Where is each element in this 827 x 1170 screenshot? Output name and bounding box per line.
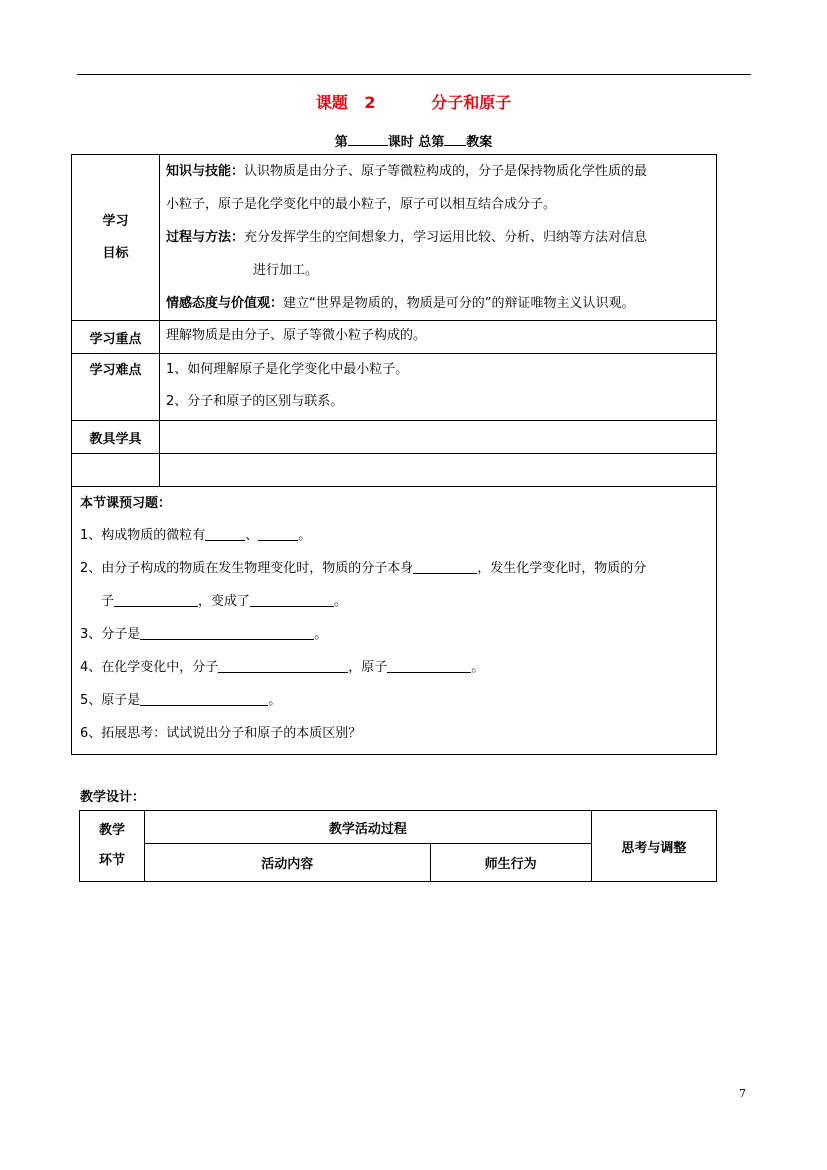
preview-heading: 本节课预习题： (80, 496, 172, 511)
key-points-content (160, 321, 717, 354)
process-text-1: 充分发挥学生的空间想象力，学习运用比较、分析、归纳等方法对信息 (244, 230, 648, 245)
lesson-subtitle (0, 131, 827, 150)
key-points-row (72, 321, 717, 354)
empty-row (72, 454, 717, 487)
emotion-text: 建立“世界是物质的，物质是可分的”的辩证唯物主义认识观。 (283, 296, 635, 311)
preview-cell (72, 487, 717, 755)
q1-text-a: 1、构成物质的微粒有 (80, 528, 206, 543)
tools-row (72, 421, 717, 454)
emotion-label: 情感态度与价值观： (166, 296, 284, 311)
objectives-content (160, 155, 717, 321)
teaching-design-label: 教学设计： (80, 790, 146, 805)
process-label: 过程与方法： (166, 230, 245, 245)
knowledge-text-1: 认识物质是由分子、原子等微粒构成的，分子是保持物质化学性质的最 (244, 164, 648, 179)
q1-text-b: 、 (245, 528, 259, 543)
q5-text-b: 。 (268, 693, 282, 708)
header-rule (77, 74, 751, 75)
reflection-header: 思考与调整 (591, 811, 716, 882)
page-title: 课题 2 分子和原子 (315, 93, 512, 112)
q5-blank (140, 691, 268, 706)
q3-blank (140, 625, 314, 640)
preview-q3 (80, 618, 708, 651)
process-text-2: 进行加工。 (253, 263, 319, 278)
subtitle-part-1: 第 (334, 135, 348, 150)
objectives-row (72, 155, 717, 321)
preview-q2 (80, 552, 708, 585)
subtitle-part-2: 课时 总第 (387, 135, 445, 150)
q2-text-b: ，发生化学变化时，物质的分 (477, 561, 647, 576)
q1-blank-2 (258, 526, 298, 541)
q3-text-b: 。 (314, 627, 328, 642)
preview-q6: 6、拓展思考：试试说出分子和原子的本质区别？ (80, 726, 362, 741)
empty-content-cell (160, 454, 717, 487)
q4-blank-1 (218, 658, 348, 673)
preview-q1 (80, 519, 708, 552)
q4-text-a: 4、在化学变化中，分子 (80, 660, 219, 675)
objectives-label-line2: 目标 (102, 245, 129, 261)
difficulty-item-1: 1、如何理解原子是化学变化中最小粒子。 (166, 362, 409, 377)
difficulties-label (72, 354, 160, 421)
q1-text-c: 。 (298, 528, 312, 543)
tools-content (160, 421, 717, 454)
difficulties-content (160, 354, 717, 421)
q2-blank-3 (250, 592, 334, 607)
q2-blank-2 (114, 592, 198, 607)
q3-text-a: 3、分子是 (80, 627, 141, 642)
lesson-number-blank (348, 133, 388, 146)
lesson-plan-table (71, 154, 717, 755)
knowledge-text-2: 小粒子，原子是化学变化中的最小粒子，原子可以相互结合成分子。 (166, 197, 557, 212)
teaching-design-table (79, 810, 717, 882)
content-header: 活动内容 (145, 844, 430, 882)
q2-blank-1 (413, 559, 477, 574)
page-number: 7 (739, 1087, 746, 1100)
key-points-label: 学习重点 (72, 321, 160, 354)
tools-label: 教具学具 (72, 421, 160, 454)
q5-text-a: 5、原子是 (80, 693, 141, 708)
q4-text-b: ，原子 (348, 660, 388, 675)
preview-q4 (80, 651, 708, 684)
stage-header-line2: 环节 (99, 853, 126, 868)
total-number-blank (444, 133, 466, 146)
subtitle-part-3: 教案 (466, 135, 493, 150)
design-header-row-1 (80, 811, 717, 844)
q1-blank-1 (205, 526, 245, 541)
process-header: 教学活动过程 (145, 811, 592, 844)
behavior-header: 师生行为 (430, 844, 591, 882)
empty-label-cell (72, 454, 160, 487)
difficulties-row (72, 354, 717, 421)
q2-text-e: 。 (334, 594, 348, 609)
q4-text-c: 。 (471, 660, 485, 675)
objectives-label (72, 155, 160, 321)
difficulty-item-2: 2、分子和原子的区别与联系。 (166, 394, 344, 409)
stage-header-line1: 教学 (99, 823, 126, 838)
preview-q5 (80, 684, 708, 717)
q4-blank-2 (387, 658, 471, 673)
stage-header (80, 811, 145, 882)
key-points-text: 理解物质是由分子、原子等微小粒子构成的。 (166, 328, 427, 343)
q2-text-a: 2、由分子构成的物质在发生物理变化时，物质的分子本身 (80, 561, 414, 576)
knowledge-label: 知识与技能： (166, 164, 245, 179)
q2-text-d: ，变成了 (198, 594, 251, 609)
preview-row (72, 487, 717, 755)
q2-text-c: 子 (101, 594, 115, 609)
difficulties-label-text: 学习难点 (89, 363, 142, 378)
preview-q2-cont (80, 585, 708, 618)
objectives-label-line1: 学习 (102, 213, 129, 229)
